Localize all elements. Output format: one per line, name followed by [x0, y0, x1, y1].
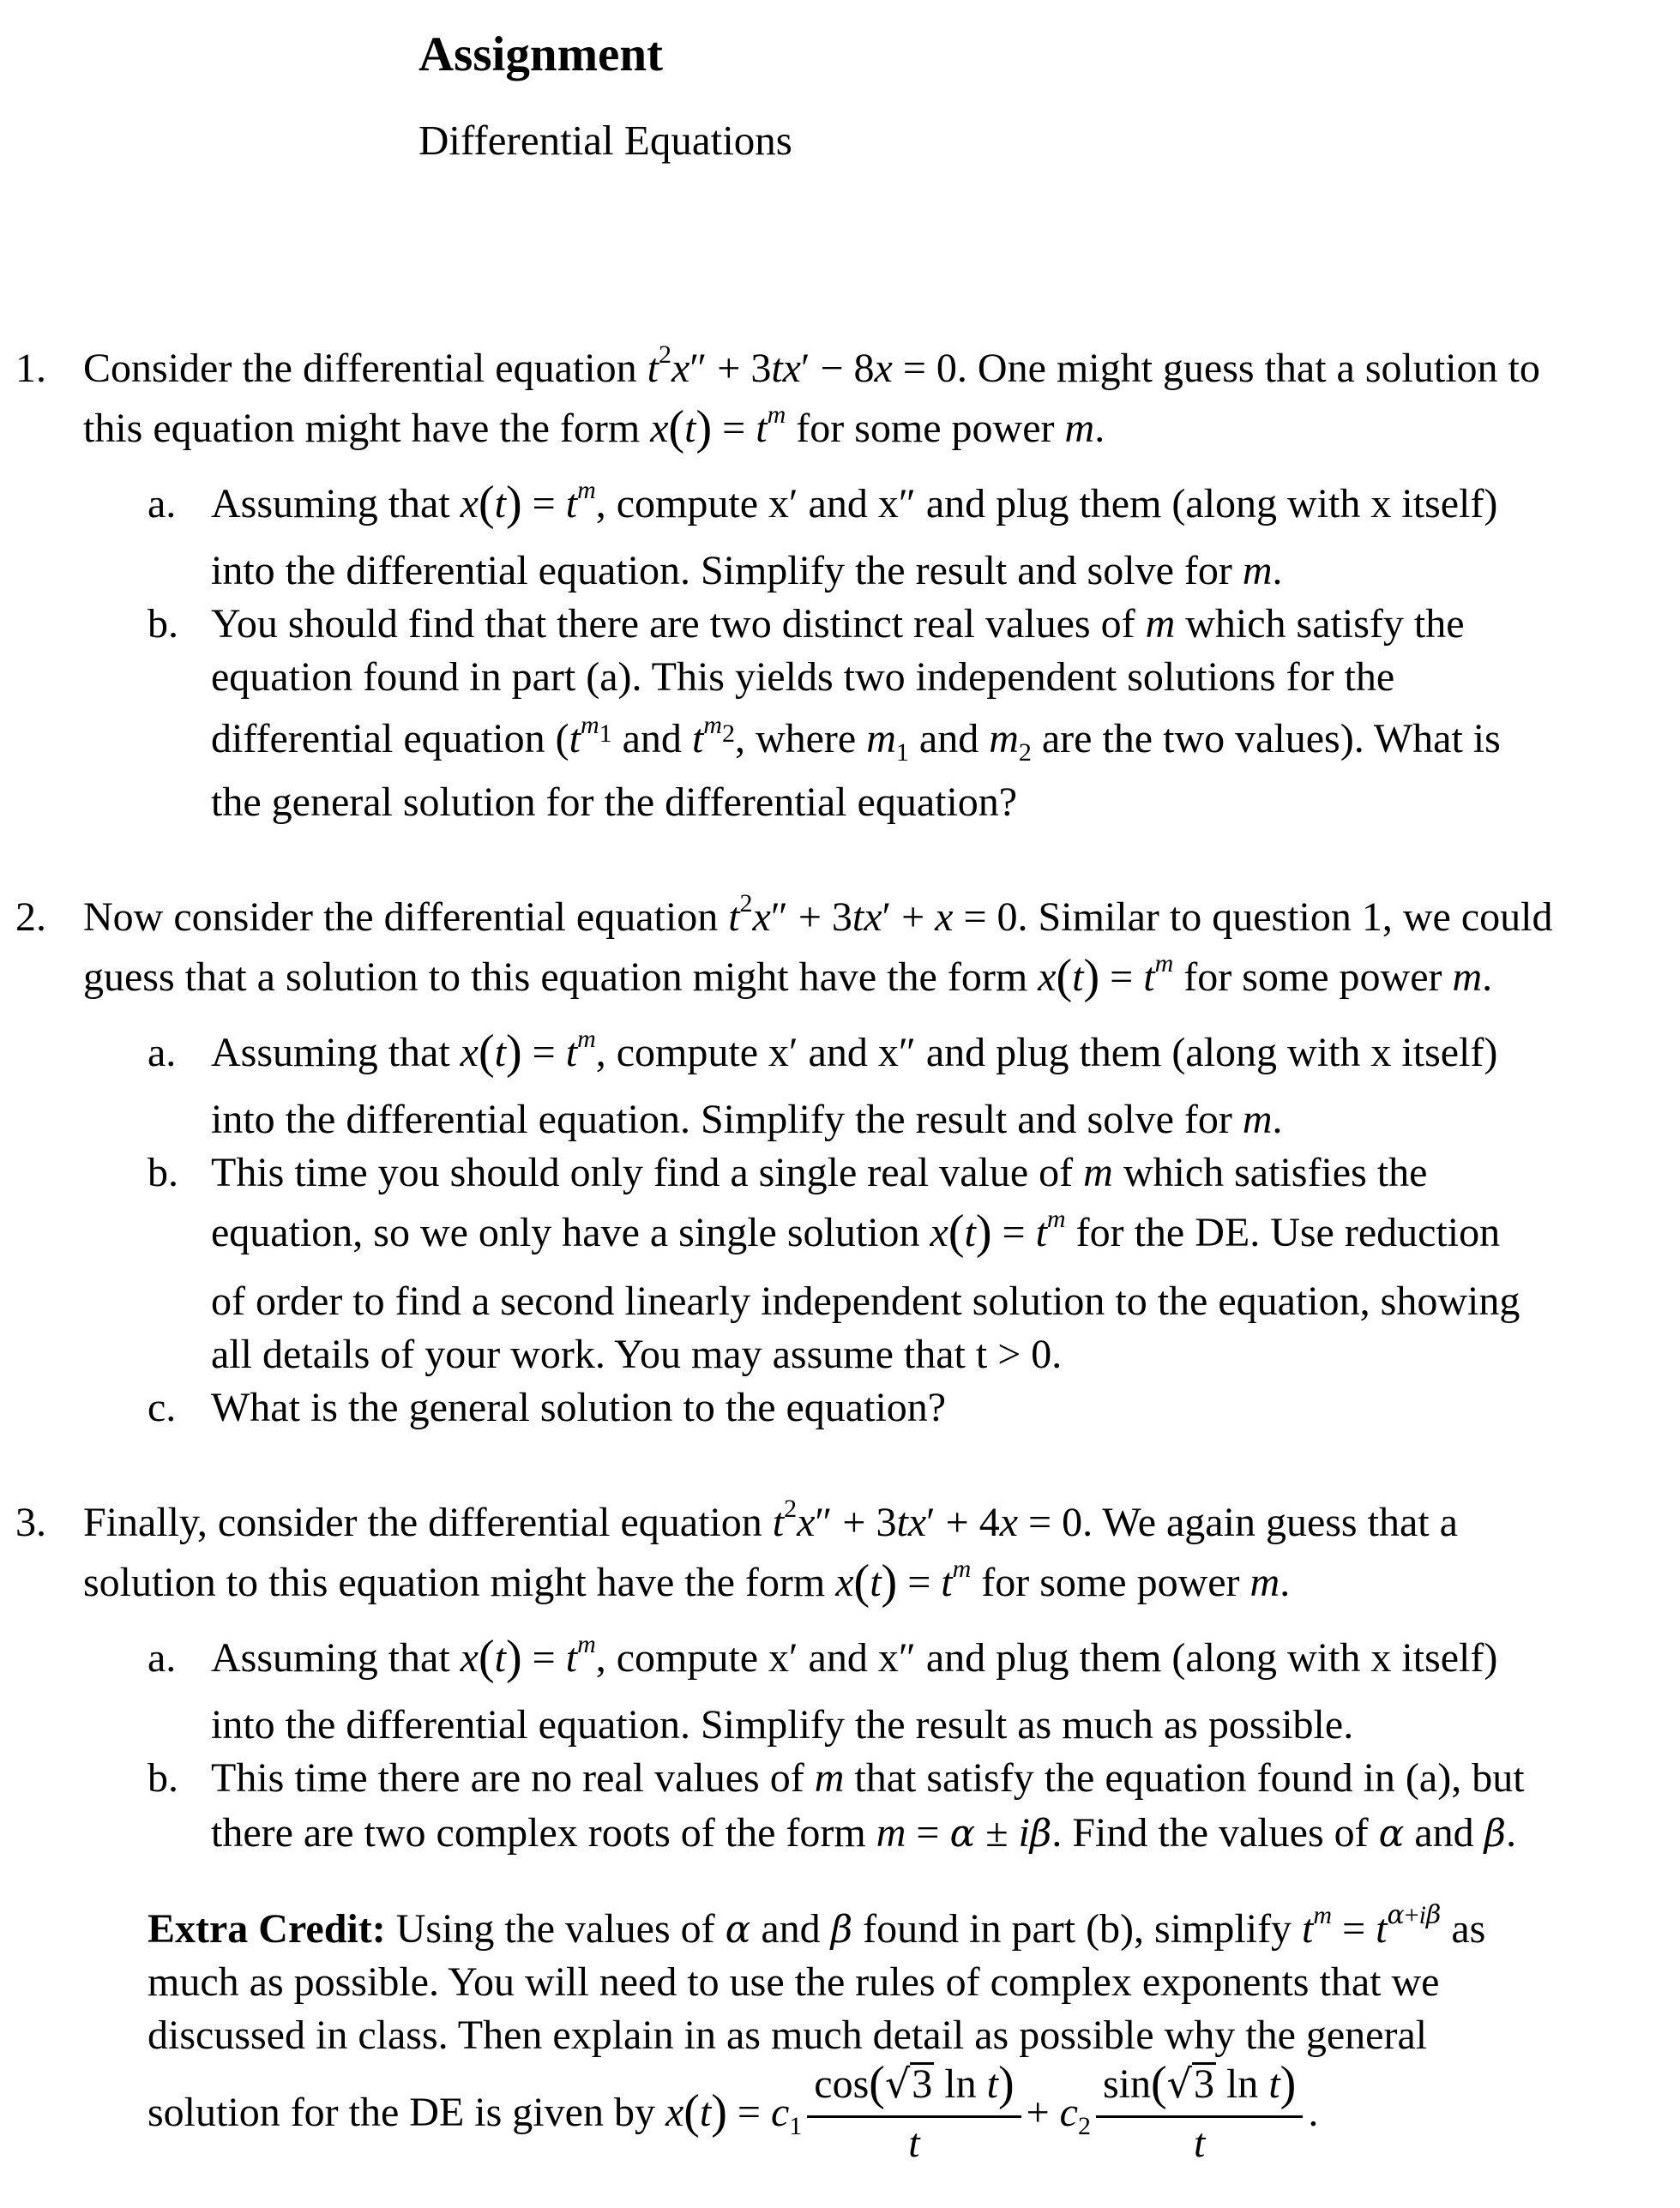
- equation: $t^2x'' + 3tx' - 8x = 0$: [647, 340, 957, 391]
- part-text-line: there are two complex roots of the form m = α ± iβ. Find the values of α and β.: [211, 1810, 1517, 1856]
- equation: $x(t) = t^m$: [650, 400, 786, 454]
- part-label: a.: [148, 1030, 177, 1075]
- part-text-line: all details of your work. You may assume that t > 0.: [211, 1332, 1063, 1377]
- equation: $x(t) = t^m$: [835, 1555, 972, 1609]
- part-label: b.: [148, 1755, 178, 1801]
- part-text-line: into the differential equation. Simplify the result and solve for m.: [211, 548, 1283, 593]
- question-number: 2.: [15, 894, 46, 940]
- equation: m = α ± iβ: [876, 1810, 1052, 1856]
- extra-credit-label: Extra Credit:: [148, 1906, 386, 1952]
- general-solution-equation: $x(t) = c_1$ $\frac{\text{cos(√3 ln t)}}{t}$ + $c_2$ $\frac{\text{sin(√3 ln t)}}{t}$: [665, 2090, 1308, 2135]
- question-number: 3.: [15, 1500, 46, 1545]
- question-text-line: Finally, consider the differential equation $t^2x'' + 3tx' + 4x = 0$. We again guess that a: [83, 1495, 1458, 1545]
- question-number: 1.: [15, 346, 46, 391]
- extra-credit-text-line: solution for the DE is given by $x(t) = c_1$ $\frac{\text{cos(√3 ln t)}}{t}$ + $c_2$ $\frac{\text{sin(√3 ln t)}}{t}$ .: [148, 2060, 1318, 2173]
- equation: $x(t) = t^m$: [460, 476, 596, 530]
- question-text-line: guess that a solution to this equation might have the form $x(t) = t^m$ for some power m.: [83, 949, 1493, 1003]
- fraction-sin: $\frac{\text{sin(√3 ln t)}}{t}$: [1096, 2056, 1303, 2169]
- part-text-line: into the differential equation. Simplify the result as much as possible.: [211, 1702, 1354, 1748]
- part-text-line: What is the general solution to the equation?: [211, 1385, 947, 1430]
- equation: $t^m = t^{\alpha+i\beta}$: [1302, 1900, 1442, 1952]
- question-text-line: Now consider the differential equation $t^2x'' + 3tx' + x = 0$. Similar to question 1, we could: [83, 889, 1553, 940]
- equation: $x(t) = t^m$: [930, 1205, 1066, 1259]
- part-label: b.: [148, 601, 178, 647]
- equation: $t^2x'' + 3tx' + 4x = 0$: [772, 1495, 1083, 1545]
- part-text-line: equation found in part (a). This yields two independent solutions for the: [211, 654, 1395, 700]
- part-label: a.: [148, 481, 177, 526]
- part-label: a.: [148, 1635, 177, 1681]
- part-text-line: This time you should only find a single real value of m which satisfies the: [211, 1150, 1428, 1195]
- question-text-line: solution to this equation might have the form $x(t) = t^m$ for some power m.: [83, 1555, 1291, 1609]
- part-text-line: Assuming that $x(t) = t^m$, compute x′ and x″ and plug them (along with x itself): [211, 1025, 1498, 1079]
- part-text-line: differential equation ($t^{m_1}$ and $t^{m_2}$, where $m_1$ and $m_2$ are the two values). What is: [211, 711, 1501, 767]
- part-text-line: You should find that there are two distinct real values of m which satisfy the: [211, 601, 1465, 647]
- question-text-line: this equation might have the form $x(t) = t^m$ for some power m.: [83, 400, 1105, 454]
- page-subtitle: Differential Equations: [418, 117, 792, 164]
- part-text-line: Assuming that $x(t) = t^m$, compute x′ and x″ and plug them (along with x itself): [211, 1630, 1498, 1684]
- page-title: Assignment: [418, 27, 664, 81]
- extra-credit-text-line: discussed in class. Then explain in as much detail as possible why the general: [148, 2012, 1428, 2058]
- part-text-line: equation, so we only have a single solution $x(t) = t^m$ for the DE. Use reduction: [211, 1205, 1501, 1259]
- equation: $t^2x'' + 3tx' + x = 0$: [728, 889, 1018, 940]
- extra-credit-text-line: Extra Credit: Using the values of α and β found in part (b), simplify $t^m = t^{\alpha+i\beta}$ as: [148, 1900, 1486, 1952]
- fraction-cos: $\frac{\text{cos(√3 ln t)}}{t}$: [807, 2056, 1021, 2169]
- equation: $x(t) = t^m$: [460, 1025, 596, 1079]
- part-text-line: Assuming that $x(t) = t^m$, compute x′ and x″ and plug them (along with x itself): [211, 476, 1498, 530]
- part-text-line: of order to find a second linearly independent solution to the equation, showing: [211, 1278, 1520, 1324]
- part-text-line: the general solution for the differential equation?: [211, 779, 1018, 825]
- equation: $x(t) = t^m$: [460, 1630, 596, 1684]
- part-text-line: into the differential equation. Simplify the result and solve for m.: [211, 1097, 1283, 1142]
- extra-credit-text-line: much as possible. You will need to use the rules of complex exponents that we: [148, 1959, 1440, 2005]
- question-text-line: Consider the differential equation $t^2x'' + 3tx' - 8x = 0$. One might guess that a solution to: [83, 340, 1540, 391]
- part-text-line: This time there are no real values of m that satisfy the equation found in (a), but: [211, 1755, 1525, 1801]
- part-label: c.: [148, 1385, 177, 1430]
- equation: $x(t) = t^m$: [1038, 949, 1174, 1003]
- part-label: b.: [148, 1150, 178, 1195]
